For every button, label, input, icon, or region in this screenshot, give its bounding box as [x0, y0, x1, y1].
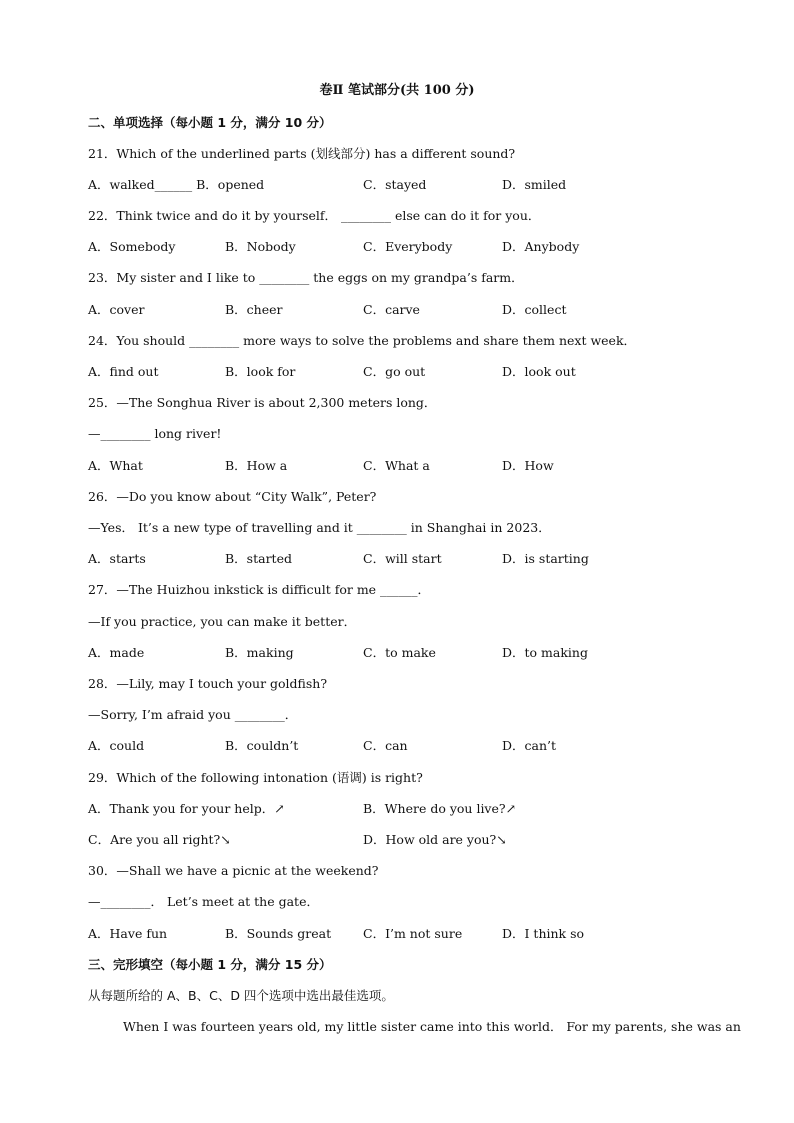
- question-29-option-c: C．Are you all right?↘: [88, 832, 231, 847]
- question-25-option-a: A．What: [88, 458, 143, 473]
- question-27-option-c: C．to make: [363, 645, 436, 660]
- question-26-option-c: C．will start: [363, 551, 442, 566]
- question-21-stem: 21．Which of the underlined parts (划线部分) has a different sound?: [88, 146, 516, 161]
- question-27-option-b: B．making: [225, 645, 294, 660]
- section-heading-cloze: 三、完形填空（每小题 1 分，满分 15 分）: [88, 957, 332, 972]
- question-25-reply: —________ long river!: [88, 426, 222, 441]
- question-25-option-b: B．How a: [225, 458, 288, 473]
- cloze-passage-line: When I was fourteen years old, my little sister came into this world． For my parents, she was an: [123, 1019, 741, 1034]
- question-28-option-a: A．could: [88, 738, 145, 753]
- question-25-stem: 25．—The Songhua River is about 2,300 meters long．: [88, 395, 437, 410]
- question-22-option-c: C．Everybody: [363, 239, 453, 254]
- question-28-reply: —Sorry, I’m afraid you ________．: [88, 707, 298, 722]
- question-30-reply: —________． Let’s meet at the gate．: [88, 894, 319, 909]
- question-28-option-b: B．couldn’t: [225, 738, 299, 753]
- question-25-option-c: C．What a: [363, 458, 430, 473]
- question-22-option-a: A．Somebody: [88, 239, 176, 254]
- question-27-reply: —If you practice, you can make it better．: [88, 614, 357, 629]
- question-27-option-d: D．to making: [502, 645, 588, 660]
- question-30-option-d: D．I think so: [502, 926, 585, 941]
- question-24-stem: 24．You should ________ more ways to solve the problems and share them next week．: [88, 333, 637, 348]
- question-29-stem: 29．Which of the following intonation (语调) is right?: [88, 770, 423, 785]
- question-27-option-a: A．made: [88, 645, 145, 660]
- question-29-option-a: A．Thank you for your help．↗: [88, 801, 285, 816]
- section-heading-single-choice: 二、单项选择（每小题 1 分，满分 10 分）: [88, 115, 332, 130]
- question-26-stem: 26．—Do you know about “City Walk”, Peter?: [88, 489, 377, 504]
- question-28-option-d: D．can’t: [502, 738, 557, 753]
- question-22-option-d: D．Anybody: [502, 239, 580, 254]
- question-24-option-d: D．look out: [502, 364, 576, 379]
- question-28-stem: 28．—Lily, may I touch your goldfish?: [88, 676, 328, 691]
- question-24-option-c: C．go out: [363, 364, 426, 379]
- question-24-option-a: A．find out: [88, 364, 159, 379]
- question-29-option-d: D．How old are you?↘: [363, 832, 507, 847]
- question-23-option-b: B．cheer: [225, 302, 283, 317]
- question-21-option-d: D．smiled: [502, 177, 567, 192]
- question-26-option-d: D．is starting: [502, 551, 589, 566]
- question-30-stem: 30．—Shall we have a picnic at the weekend?: [88, 863, 379, 878]
- question-23-option-d: D．collect: [502, 302, 567, 317]
- question-30-option-a: A．Have fun: [88, 926, 168, 941]
- question-26-reply: —Yes． It’s a new type of travelling and it ________ in Shanghai in 2023．: [88, 520, 551, 535]
- question-23-option-c: C．carve: [363, 302, 420, 317]
- question-22-option-b: B．Nobody: [225, 239, 296, 254]
- cloze-instruction: 从每题所给的 A、B、C、D 四个选项中选出最佳选项。: [88, 988, 394, 1003]
- question-24-option-b: B．look for: [225, 364, 296, 379]
- question-21-option-c: C．stayed: [363, 177, 427, 192]
- question-30-option-c: C．I’m not sure: [363, 926, 463, 941]
- paper-title: 卷Ⅱ 笔试部分(共 100 分): [319, 83, 475, 98]
- question-23-stem: 23．My sister and I like to ________ the eggs on my grandpa’s farm．: [88, 270, 524, 285]
- question-29-option-b: B．Where do you live?↗: [363, 801, 517, 816]
- question-25-option-d: D．How: [502, 458, 554, 473]
- question-30-option-b: B．Sounds great: [225, 926, 332, 941]
- question-28-option-c: C．can: [363, 738, 408, 753]
- question-21-options-ab: A．walked______ B．opened: [88, 177, 265, 192]
- question-23-option-a: A．cover: [88, 302, 145, 317]
- question-27-stem: 27．—The Huizhou inkstick is difficult for me ______．: [88, 582, 431, 597]
- question-22-stem: 22．Think twice and do it by yourself． ________ else can do it for you．: [88, 208, 541, 223]
- question-26-option-b: B．started: [225, 551, 292, 566]
- question-26-option-a: A．starts: [88, 551, 146, 566]
